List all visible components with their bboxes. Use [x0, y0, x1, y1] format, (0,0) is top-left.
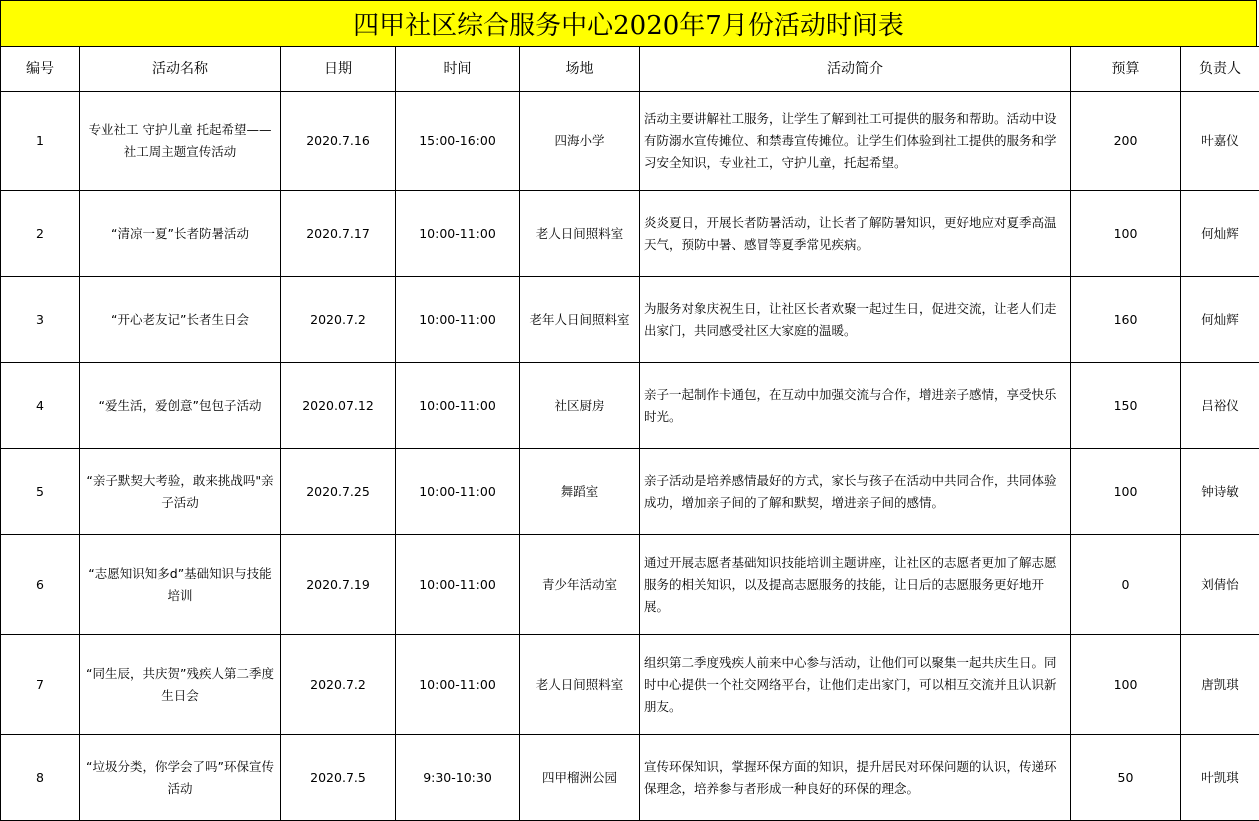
cell-time[interactable]: 9:30-10:30: [396, 735, 520, 821]
cell-budget[interactable]: 50: [1071, 735, 1181, 821]
cell-owner[interactable]: 吕裕仪: [1181, 363, 1259, 449]
cell-budget[interactable]: 160: [1071, 277, 1181, 363]
schedule-table: [0, 46, 1259, 821]
table-row: [1, 191, 1259, 277]
cell-desc[interactable]: 炎炎夏日，开展长者防暑活动，让长者了解防暑知识，更好地应对夏季高温天气，预防中暑、感冒等夏季常见疾病。: [640, 191, 1071, 277]
table-row: [1, 535, 1259, 635]
cell-name[interactable]: “开心老友记”长者生日会: [80, 277, 281, 363]
cell-time[interactable]: 10:00-11:00: [396, 363, 520, 449]
cell-owner[interactable]: 刘倩怡: [1181, 535, 1259, 635]
cell-budget[interactable]: 150: [1071, 363, 1181, 449]
cell-date[interactable]: 2020.7.5: [281, 735, 396, 821]
table-row: [1, 277, 1259, 363]
cell-owner[interactable]: 钟诗敏: [1181, 449, 1259, 535]
cell-venue[interactable]: 青少年活动室: [520, 535, 640, 635]
cell-venue[interactable]: 老人日间照料室: [520, 635, 640, 735]
header-venue[interactable]: 场地: [520, 47, 640, 92]
cell-owner[interactable]: 唐凯琪: [1181, 635, 1259, 735]
cell-name[interactable]: “志愿知识知多d”基础知识与技能培训: [80, 535, 281, 635]
cell-time[interactable]: 10:00-11:00: [396, 635, 520, 735]
header-time[interactable]: 时间: [396, 47, 520, 92]
cell-time[interactable]: 15:00-16:00: [396, 92, 520, 191]
cell-venue[interactable]: 四海小学: [520, 92, 640, 191]
cell-venue[interactable]: 老人日间照料室: [520, 191, 640, 277]
header-owner[interactable]: 负责人: [1181, 47, 1259, 92]
table-row: [1, 449, 1259, 535]
cell-desc[interactable]: 组织第二季度残疾人前来中心参与活动，让他们可以聚集一起共庆生日。同时中心提供一个社交网络平台，让他们走出家门，可以相互交流并且认识新朋友。: [640, 635, 1071, 735]
table-row: [1, 363, 1259, 449]
cell-name[interactable]: “亲子默契大考验，敢来挑战吗"亲子活动: [80, 449, 281, 535]
cell-desc[interactable]: 宣传环保知识，掌握环保方面的知识，提升居民对环保问题的认识，传递环保理念，培养参与者形成一种良好的环保的理念。: [640, 735, 1071, 821]
cell-date[interactable]: 2020.7.19: [281, 535, 396, 635]
cell-budget[interactable]: 100: [1071, 449, 1181, 535]
cell-name[interactable]: “爱生活，爱创意”包包子活动: [80, 363, 281, 449]
cell-date[interactable]: 2020.7.17: [281, 191, 396, 277]
sheet-title[interactable]: 四甲社区综合服务中心2020年7月份活动时间表: [0, 0, 1257, 46]
cell-name[interactable]: “同生辰，共庆贺”残疾人第二季度生日会: [80, 635, 281, 735]
cell-budget[interactable]: 200: [1071, 92, 1181, 191]
cell-desc[interactable]: 亲子活动是培养感情最好的方式，家长与孩子在活动中共同合作，共同体验成功，增加亲子间的了解和默契，增进亲子间的感情。: [640, 449, 1071, 535]
cell-time[interactable]: 10:00-11:00: [396, 449, 520, 535]
cell-venue[interactable]: 舞蹈室: [520, 449, 640, 535]
cell-no[interactable]: 4: [1, 363, 80, 449]
cell-owner[interactable]: 叶凯琪: [1181, 735, 1259, 821]
header-date[interactable]: 日期: [281, 47, 396, 92]
cell-date[interactable]: 2020.7.25: [281, 449, 396, 535]
cell-date[interactable]: 2020.07.12: [281, 363, 396, 449]
cell-no[interactable]: 3: [1, 277, 80, 363]
cell-time[interactable]: 10:00-11:00: [396, 277, 520, 363]
cell-name[interactable]: “垃圾分类，你学会了吗”环保宣传活动: [80, 735, 281, 821]
cell-owner[interactable]: 何灿辉: [1181, 191, 1259, 277]
table-row: [1, 635, 1259, 735]
cell-venue[interactable]: 四甲榴洲公园: [520, 735, 640, 821]
cell-no[interactable]: 6: [1, 535, 80, 635]
cell-time[interactable]: 10:00-11:00: [396, 535, 520, 635]
cell-desc[interactable]: 亲子一起制作卡通包，在互动中加强交流与合作，增进亲子感情，享受快乐时光。: [640, 363, 1071, 449]
cell-date[interactable]: 2020.7.2: [281, 635, 396, 735]
table-row: [1, 92, 1259, 191]
cell-no[interactable]: 7: [1, 635, 80, 735]
header-desc[interactable]: 活动简介: [640, 47, 1071, 92]
cell-budget[interactable]: 100: [1071, 635, 1181, 735]
cell-date[interactable]: 2020.7.16: [281, 92, 396, 191]
cell-date[interactable]: 2020.7.2: [281, 277, 396, 363]
cell-owner[interactable]: 何灿辉: [1181, 277, 1259, 363]
cell-time[interactable]: 10:00-11:00: [396, 191, 520, 277]
cell-no[interactable]: 1: [1, 92, 80, 191]
header-budget[interactable]: 预算: [1071, 47, 1181, 92]
table-row: [1, 735, 1259, 821]
cell-venue[interactable]: 老年人日间照料室: [520, 277, 640, 363]
cell-name[interactable]: “清凉一夏”长者防暑活动: [80, 191, 281, 277]
cell-no[interactable]: 5: [1, 449, 80, 535]
cell-budget[interactable]: 100: [1071, 191, 1181, 277]
cell-no[interactable]: 8: [1, 735, 80, 821]
cell-desc[interactable]: 通过开展志愿者基础知识技能培训主题讲座，让社区的志愿者更加了解志愿服务的相关知识，以及提高志愿服务的技能，让日后的志愿服务更好地开展。: [640, 535, 1071, 635]
cell-desc[interactable]: 活动主要讲解社工服务，让学生了解到社工可提供的服务和帮助。活动中设有防溺水宣传摊位、和禁毒宣传摊位。让学生们体验到社工提供的服务和学习安全知识，专业社工，守护儿童，托起希望。: [640, 92, 1071, 191]
cell-budget[interactable]: 0: [1071, 535, 1181, 635]
header-row: [1, 47, 1259, 92]
cell-name[interactable]: 专业社工 守护儿童 托起希望——社工周主题宣传活动: [80, 92, 281, 191]
cell-owner[interactable]: 叶嘉仪: [1181, 92, 1259, 191]
cell-no[interactable]: 2: [1, 191, 80, 277]
header-name[interactable]: 活动名称: [80, 47, 281, 92]
cell-venue[interactable]: 社区厨房: [520, 363, 640, 449]
cell-desc[interactable]: 为服务对象庆祝生日，让社区长者欢聚一起过生日，促进交流，让老人们走出家门，共同感受社区大家庭的温暖。: [640, 277, 1071, 363]
header-no[interactable]: 编号: [1, 47, 80, 92]
